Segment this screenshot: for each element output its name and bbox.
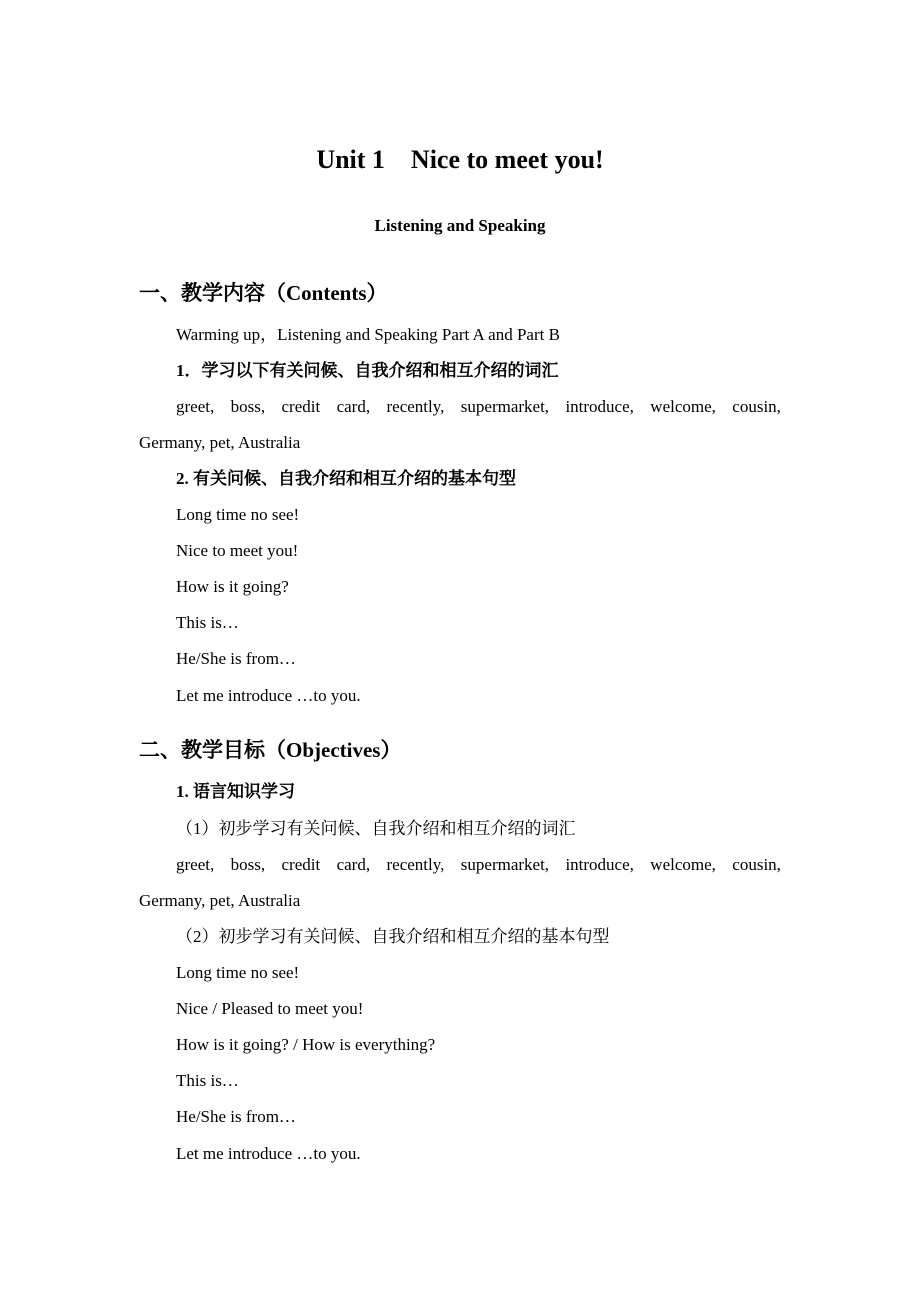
sentence: Let me introduce …to you.: [176, 686, 361, 705]
vocab-word: recently,: [386, 855, 445, 874]
objectives-item1-heading: 1. 语言知识学习: [176, 782, 295, 801]
objectives-sub1: （1）初步学习有关问候、自我介绍和相互介绍的词汇: [176, 819, 576, 838]
sentence: Nice to meet you!: [176, 541, 299, 560]
section-heading-objectives: 二、教学目标（Objectives）: [139, 738, 402, 762]
objectives-vocab-line1: [176, 854, 781, 876]
vocab-word: introduce,: [565, 855, 634, 874]
vocab-word: greet,: [176, 855, 215, 874]
contents-item1-heading: 1．学习以下有关问候、自我介绍和相互介绍的词汇: [176, 361, 559, 380]
sentence: Nice / Pleased to meet you!: [176, 999, 364, 1018]
sentence: Let me introduce …to you.: [176, 1144, 361, 1163]
sentence: How is it going?: [176, 577, 289, 596]
vocab-word: supermarket,: [460, 855, 550, 874]
sentence: He/She is from…: [176, 1107, 296, 1126]
contents-item2-heading: 2. 有关问候、自我介绍和相互介绍的基本句型: [176, 469, 516, 488]
sentence: Long time no see!: [176, 505, 300, 524]
contents-vocab-line2: Germany, pet, Australia: [139, 433, 301, 452]
vocab-word: welcome,: [650, 397, 716, 416]
vocab-word: credit: [281, 855, 321, 874]
vocab-word: greet,: [176, 397, 215, 416]
document-title: Unit 1 Nice to meet you!: [316, 145, 604, 174]
objectives-sub2: （2）初步学习有关问候、自我介绍和相互介绍的基本句型: [176, 927, 610, 946]
vocab-word: card,: [336, 397, 371, 416]
vocab-word: credit: [281, 397, 321, 416]
vocab-word: cousin,: [732, 855, 781, 874]
sentence: This is…: [176, 613, 239, 632]
contents-vocab-line1: [176, 396, 781, 418]
vocab-word: recently,: [386, 397, 445, 416]
sentence: He/She is from…: [176, 649, 296, 668]
sentence: This is…: [176, 1071, 239, 1090]
contents-intro: Warming up，Listening and Speaking Part A and Part B: [176, 325, 560, 344]
vocab-word: supermarket,: [460, 397, 550, 416]
sentence: How is it going? / How is everything?: [176, 1035, 436, 1054]
vocab-word: boss,: [230, 397, 266, 416]
vocab-word: card,: [336, 855, 371, 874]
vocab-word: cousin,: [732, 397, 781, 416]
section-heading-contents: 一、教学内容（Contents）: [139, 281, 388, 305]
vocab-word: welcome,: [650, 855, 716, 874]
vocab-word: introduce,: [565, 397, 634, 416]
document-subtitle: Listening and Speaking: [374, 216, 546, 235]
sentence: Long time no see!: [176, 963, 300, 982]
vocab-word: boss,: [230, 855, 266, 874]
objectives-vocab-line2: Germany, pet, Australia: [139, 891, 301, 910]
